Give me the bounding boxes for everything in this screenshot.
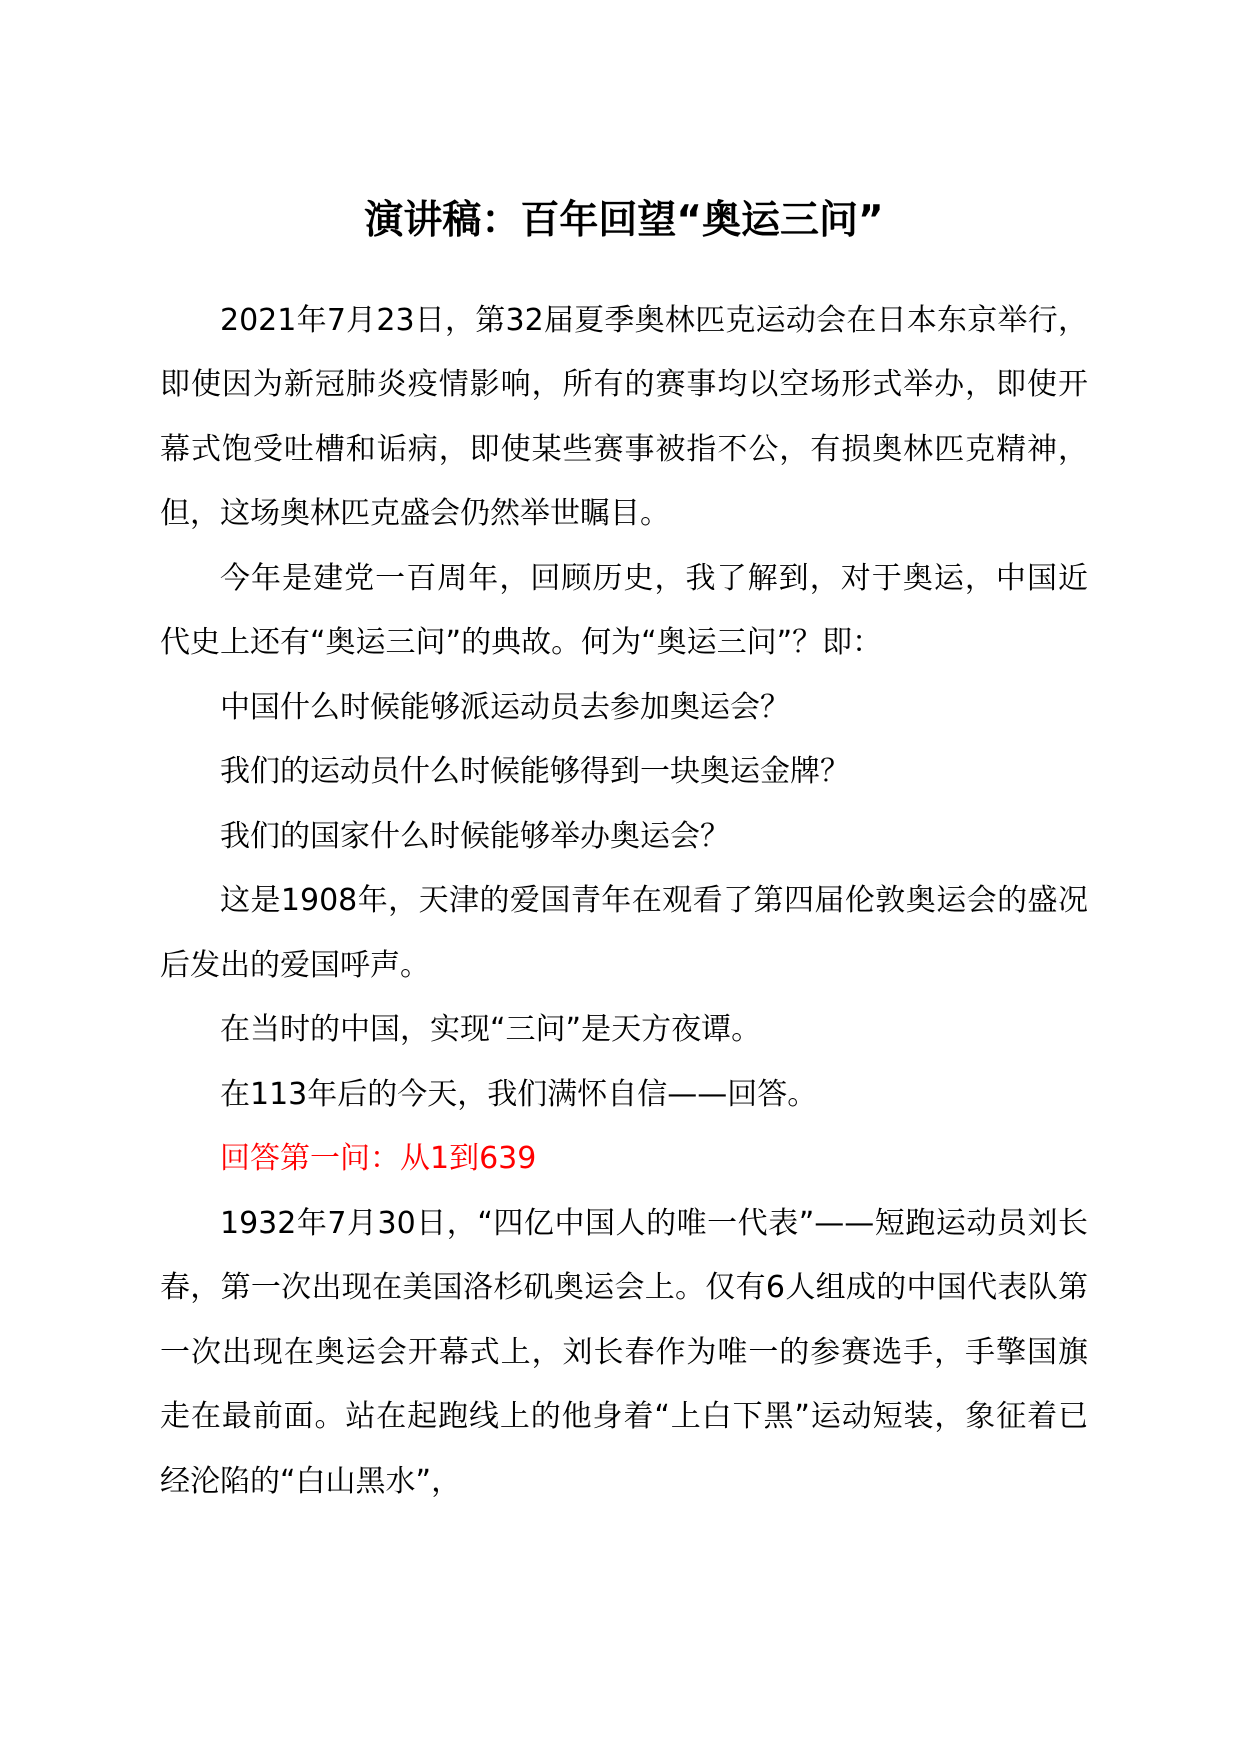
question-two: 我们的运动员什么时候能够得到一块奥运金牌？ [220, 754, 850, 790]
paragraph-at-that-time: 在当时的中国，实现“三问”是天方夜谭。 [220, 1012, 762, 1048]
document-title: 演讲稿：百年回望“奥运三问” [364, 198, 884, 243]
paragraph-intro: 2021年7月23日，第32届夏季奥林匹克运动会在日本东京举行，即使因为新冠肺炎疫情影响，所有的赛事均以空场形式举办，即使开幕式饱受吐槽和诟病，即使某些赛事被指不公，有损奥林匹克精神，但，这场奥林匹克盛会仍然举世瞩目。 [160, 302, 1088, 532]
paragraph-today: 在113年后的今天，我们满怀自信——回答。 [220, 1076, 818, 1112]
paragraph-1908: 这是1908年，天津的爱国青年在观看了第四届伦敦奥运会的盛况后发出的爱国呼声。 [160, 883, 1088, 983]
paragraph-three-questions: 今年是建党一百周年，回顾历史，我了解到，对于奥运，中国近代史上还有“奥运三问”的典故。何为“奥运三问”？即： [160, 560, 1088, 661]
question-one: 中国什么时候能够派运动员去参加奥运会？ [220, 689, 790, 725]
section-heading: 回答第一问：从1到639 [220, 1141, 537, 1177]
paragraph-liu-changchun: 1932年7月30日，“四亿中国人的唯一代表”——短跑运动员刘长春，第一次出现在美国洛杉矶奥运会上。仅有6人组成的中国代表队第一次出现在奥运会开幕式上，刘长春作为唯一的参赛选手，手擎国旗走在最前面。站在起跑线上的他身着“上白下黑”运动短装，象征着已经沦陷的“白山黑水”， [160, 1205, 1088, 1499]
question-three: 我们的国家什么时候能够举办奥运会？ [220, 818, 730, 854]
document-body [160, 198, 1088, 1514]
